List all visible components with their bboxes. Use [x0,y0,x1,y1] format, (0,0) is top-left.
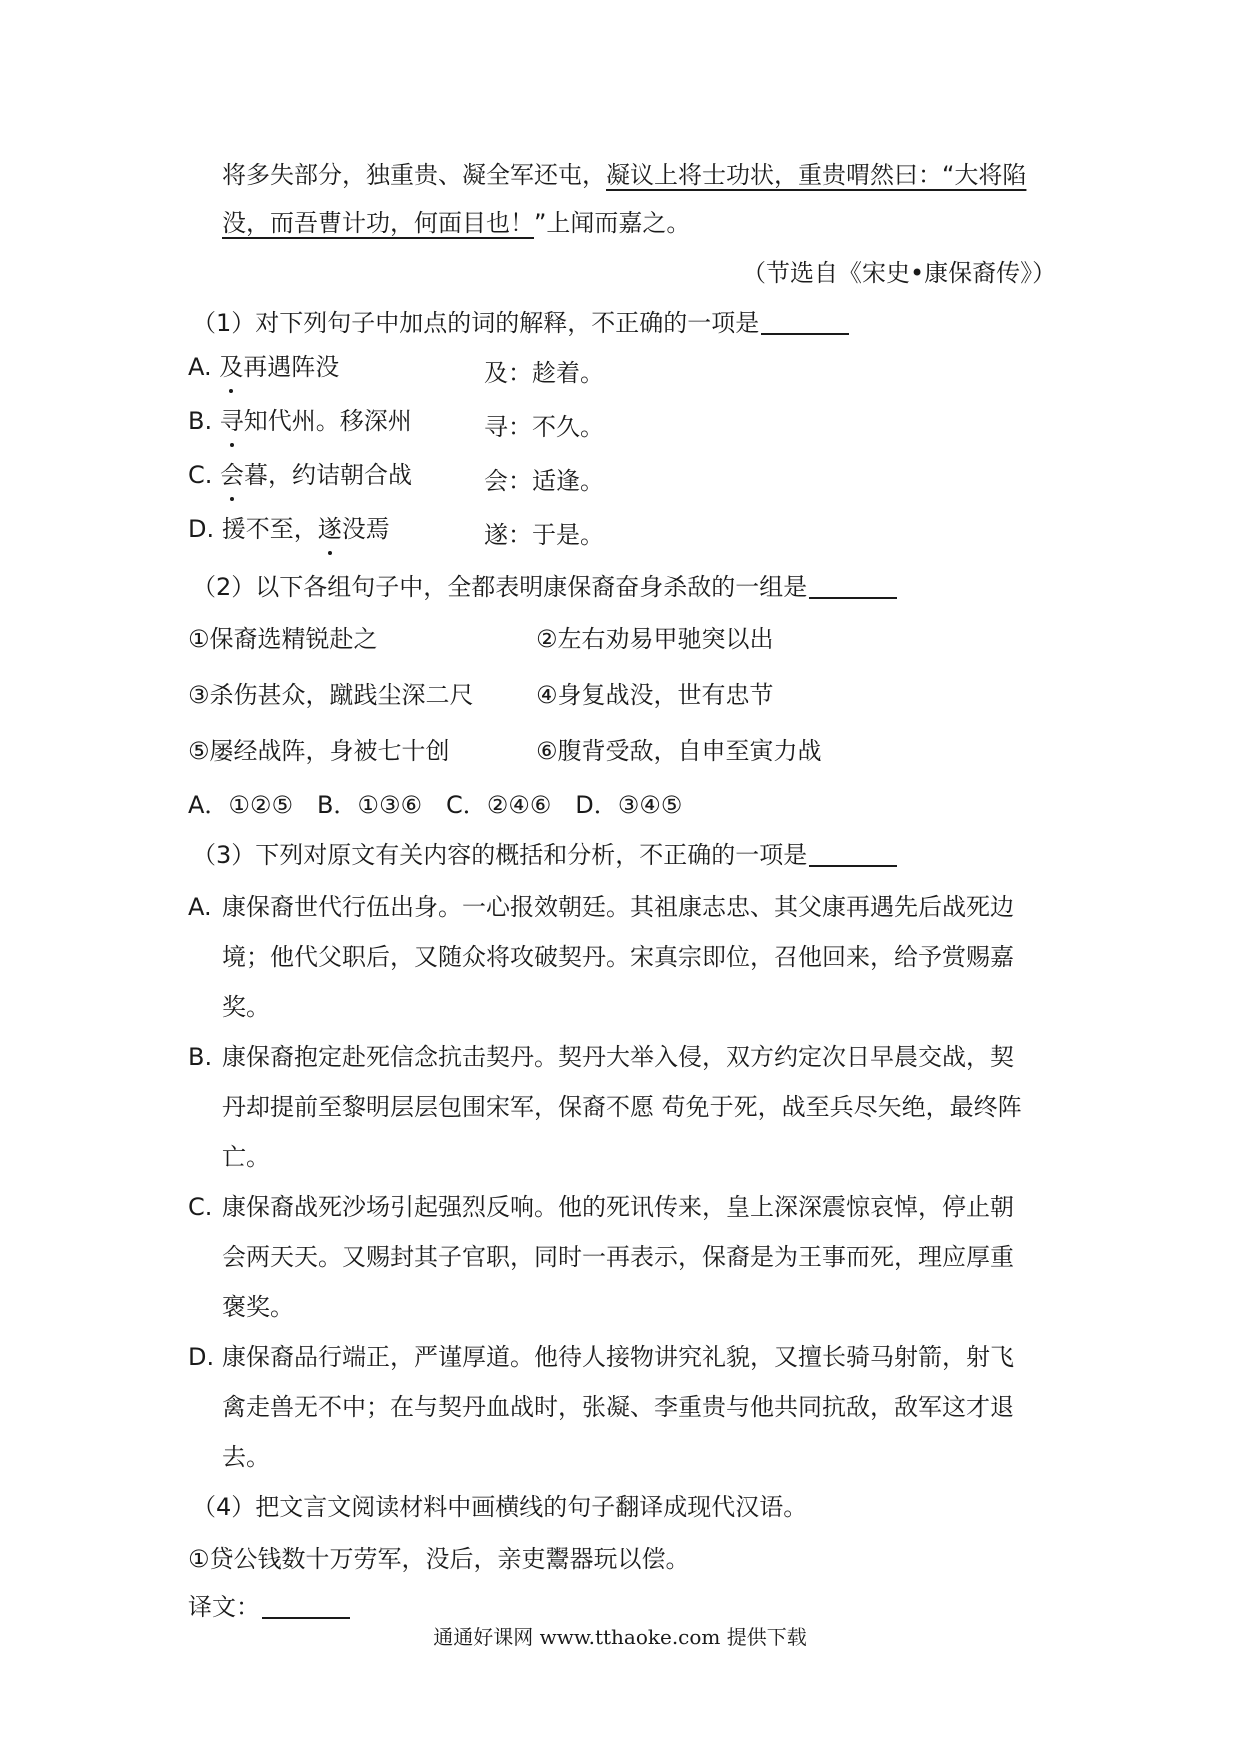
passage-line-1: 将多失部分，独重贵、凝全军还屯，凝议上将士功状，重贵喟然曰：“大将陷 [222,161,1027,189]
q3-stem: （3）下列对原文有关内容的概括和分析，不正确的一项是 [192,838,897,872]
q3-option-b-line: 丹却提前至黎明层层包围宋军，保裔不愿 苟免于死，战至兵尽矢绝，最终阵 [222,1093,1022,1121]
q1-gloss-b: 寻：不久。 [484,413,604,441]
q3-option-b-label: B. [188,1043,213,1071]
q1-stem: （1）对下列句子中加点的词的解释，不正确的一项是 [192,306,849,340]
dotted-word: 及 [219,350,243,384]
q1-gloss-c: 会：适逢。 [484,467,604,495]
q4-item-1: ①贷公钱数十万劳军，没后，亲吏鬻器玩以偿。 [188,1545,690,1573]
q3-option-d-line: 康保裔品行端正，严谨厚道。他待人接物讲究礼貌，又擅长骑马射箭，射飞 [222,1343,1014,1371]
q3-option-d-line: 禽走兽无不中；在与契丹血战时，张凝、李重贵与他共同抗敌，敌军这才退 [222,1393,1014,1421]
answer-label: 译文： [188,1593,260,1621]
q3-option-b-line: 康保裔抱定赴死信念抗击契丹。契丹大举入侵，双方约定次日早晨交战，契 [222,1043,1014,1071]
q3-option-a-line: 境；他代父职后，又随众将攻破契丹。宋真宗即位，召他回来，给予赏赐嘉 [222,943,1014,971]
q1-option-c: C. 会暮，约诘朝合战 [188,458,412,492]
page-footer: 通通好课网 www.tthaoke.com 提供下载 [433,1625,807,1649]
q3-option-c-line: 褒奖。 [222,1293,294,1321]
q4-answer [188,1590,350,1624]
q3-option-c-line: 康保裔战死沙场引起强烈反响。他的死讯传来，皇上深深震惊哀悼，停止朝 [222,1193,1014,1221]
dotted-word: 遂 [318,512,342,546]
q3-option-c-line: 会两天天。又赐封其子官职，同时一再表示，保裔是为王事而死，理应厚重 [222,1243,1014,1271]
q3-option-d-label: D. [188,1343,215,1371]
q2-item-3: ③杀伤甚众，蹴践尘深二尺 [188,681,474,709]
q2-stem: （2）以下各组句子中，全都表明康保裔奋身杀敌的一组是 [192,570,897,604]
q3-option-a-label: A. [188,893,212,921]
q1-option-d: D. 援不至，遂没焉 [188,512,390,546]
q1-option-b: B. 寻知代州。移深州 [188,404,412,438]
underlined-sentence-part-2: 没，而吾曹计功，何面目也！ [222,209,534,237]
q2-item-1: ①保裔选精锐赴之 [188,625,378,653]
passage-source: （节选自《宋史•康保裔传》） [742,259,1057,287]
q2-item-6: ⑥腹背受敌，自申至寅力战 [536,737,822,765]
q2-choices: A．①②⑤ B．①③⑥ C．②④⑥ D．③④⑤ [188,791,683,819]
q3-option-d-line: 去。 [222,1443,270,1471]
passage-line-2: 没，而吾曹计功，何面目也！”上闻而嘉之。 [222,209,691,237]
answer-blank[interactable] [809,573,897,599]
dotted-word: 会 [220,458,244,492]
q3-option-c-label: C. [188,1193,213,1221]
q3-option-b-line: 亡。 [222,1143,270,1171]
q1-option-a: A. 及再遇阵没 [188,350,339,384]
q2-item-2: ②左右劝易甲驰突以出 [536,625,774,653]
dotted-word: 寻 [220,404,244,438]
translation-blank[interactable] [262,1593,350,1619]
q2-item-5: ⑤屡经战阵，身被七十创 [188,737,450,765]
answer-blank[interactable] [761,309,849,335]
q1-gloss-a: 及：趁着。 [484,359,604,387]
answer-blank[interactable] [809,841,897,867]
q4-stem: （4）把文言文阅读材料中画横线的句子翻译成现代汉语。 [192,1493,808,1521]
q2-item-4: ④身复战没，世有忠节 [536,681,774,709]
q3-option-a-line: 康保裔世代行伍出身。一心报效朝廷。其祖康志忠、其父康再遇先后战死边 [222,893,1014,921]
underlined-sentence-part-1: 凝议上将士功状，重贵喟然曰：“大将陷 [606,161,1027,189]
q3-option-a-line: 奖。 [222,993,270,1021]
q1-gloss-d: 遂：于是。 [484,521,604,549]
